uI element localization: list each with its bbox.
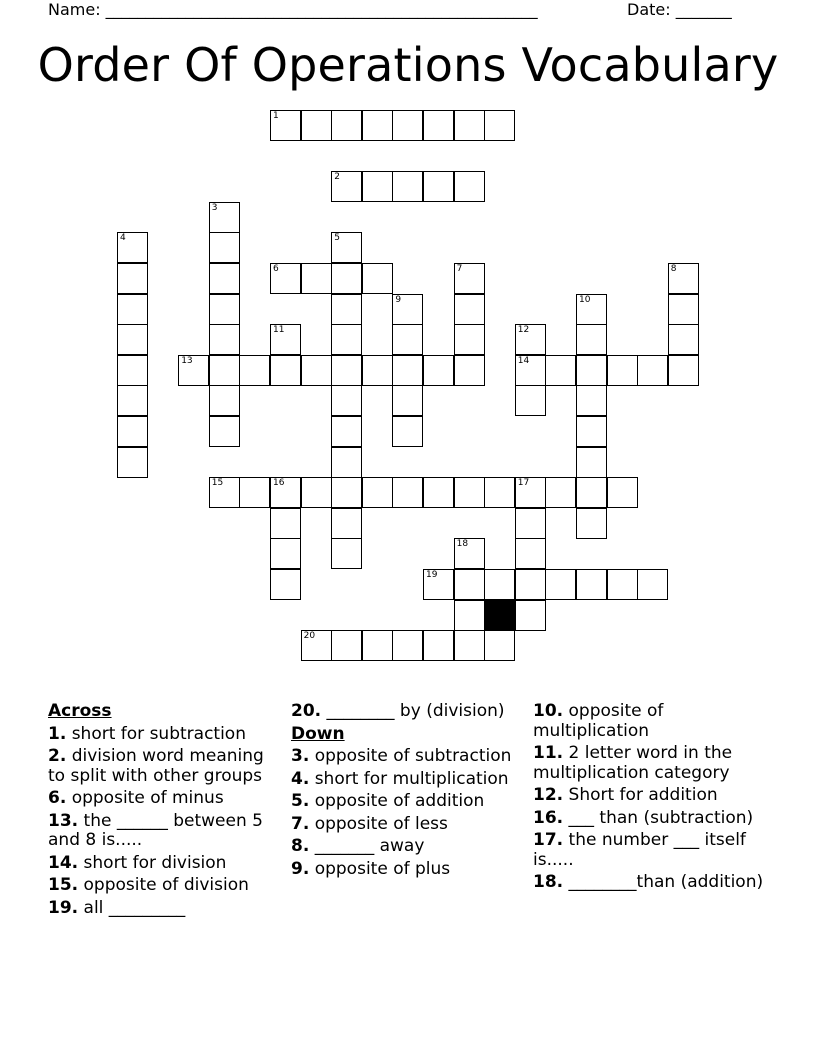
clue-item-text: ________ by (division) bbox=[326, 701, 505, 721]
crossword-cell[interactable] bbox=[301, 477, 332, 508]
clue-item-number: 2. bbox=[48, 746, 67, 766]
crossword-cell[interactable] bbox=[668, 355, 699, 386]
clue-item-number: 13. bbox=[48, 810, 79, 831]
clue-number: 2 bbox=[334, 172, 340, 183]
crossword-cell[interactable] bbox=[515, 477, 546, 508]
crossword-cell[interactable] bbox=[392, 355, 423, 386]
crossword-cell[interactable] bbox=[331, 385, 362, 416]
clue-item bbox=[48, 876, 273, 896]
crossword-cell[interactable] bbox=[576, 508, 607, 539]
crossword-cell[interactable] bbox=[668, 324, 699, 355]
clue-item bbox=[533, 809, 773, 829]
crossword-cell[interactable] bbox=[117, 385, 148, 416]
crossword-cell[interactable] bbox=[454, 355, 485, 386]
crossword-cell[interactable] bbox=[423, 569, 454, 600]
crossword-cell[interactable] bbox=[454, 110, 485, 141]
clue-item bbox=[48, 725, 273, 745]
crossword-cell[interactable] bbox=[331, 232, 362, 263]
clue-item bbox=[291, 837, 516, 857]
crossword-cell[interactable] bbox=[668, 263, 699, 294]
crossword-cell[interactable] bbox=[454, 294, 485, 325]
crossword-cell[interactable] bbox=[331, 538, 362, 569]
crossword-cell[interactable] bbox=[576, 569, 607, 600]
clue-item-number: 4. bbox=[291, 768, 310, 789]
crossword-cell[interactable] bbox=[454, 600, 485, 631]
crossword-cell[interactable] bbox=[270, 508, 301, 539]
clue-item-text: opposite of subtraction bbox=[314, 746, 512, 766]
down-heading: Down bbox=[291, 723, 345, 744]
clue-item-number: 12. bbox=[533, 785, 564, 805]
crossword-cell[interactable] bbox=[331, 355, 362, 386]
crossword-cell[interactable] bbox=[515, 508, 546, 539]
clue-item bbox=[48, 747, 273, 786]
crossword-cell[interactable] bbox=[209, 263, 240, 294]
clue-item-text: ________than (addition) bbox=[568, 872, 764, 892]
crossword-cell[interactable] bbox=[515, 600, 546, 631]
crossword-cell[interactable] bbox=[362, 110, 393, 141]
crossword-cell[interactable] bbox=[392, 630, 423, 661]
crossword-cell[interactable] bbox=[454, 171, 485, 202]
crossword-cell[interactable] bbox=[362, 171, 393, 202]
crossword-cell[interactable] bbox=[209, 477, 240, 508]
crossword-cell[interactable] bbox=[637, 355, 668, 386]
crossword-cell[interactable] bbox=[607, 477, 638, 508]
clue-item-text: the ______ between 5 and 8 is..... bbox=[48, 810, 263, 850]
crossword-cell[interactable] bbox=[362, 477, 393, 508]
clue-item bbox=[291, 770, 516, 790]
clue-item-text: _______ away bbox=[314, 836, 425, 856]
clue-item bbox=[533, 786, 773, 806]
crossword-cell[interactable] bbox=[637, 569, 668, 600]
crossword-cell[interactable] bbox=[545, 569, 576, 600]
crossword-cell[interactable] bbox=[331, 110, 362, 141]
clue-item-number: 5. bbox=[291, 791, 310, 811]
crossword-cell[interactable] bbox=[331, 447, 362, 478]
crossword-cell[interactable] bbox=[117, 294, 148, 325]
clue-item-number: 15. bbox=[48, 875, 79, 895]
crossword-cell[interactable] bbox=[515, 324, 546, 355]
crossword-cell[interactable] bbox=[209, 294, 240, 325]
clue-number: 17 bbox=[517, 478, 530, 489]
crossword-cell[interactable] bbox=[331, 294, 362, 325]
clue-number: 13 bbox=[181, 355, 193, 366]
clue-item-number: 19. bbox=[48, 897, 79, 918]
crossword-cell[interactable] bbox=[392, 110, 423, 141]
crossword-cell[interactable] bbox=[209, 202, 240, 233]
clue-item-number: 6. bbox=[48, 788, 67, 808]
crossword-cell[interactable] bbox=[423, 355, 454, 386]
clue-number: 4 bbox=[120, 233, 126, 244]
crossword-cell[interactable] bbox=[270, 538, 301, 569]
crossword-cell[interactable] bbox=[270, 110, 301, 141]
crossword-cell[interactable] bbox=[331, 324, 362, 355]
clue-item bbox=[291, 747, 516, 767]
clue-number: 10 bbox=[579, 294, 591, 305]
clue-item bbox=[291, 860, 516, 880]
clue-item-number: 11. bbox=[533, 743, 564, 763]
clue-number: 18 bbox=[456, 539, 469, 550]
clue-column-3 bbox=[533, 702, 773, 896]
crossword-cell[interactable] bbox=[270, 324, 301, 355]
crossword-cell[interactable] bbox=[209, 232, 240, 263]
clue-number: 6 bbox=[273, 264, 279, 274]
crossword-cell[interactable] bbox=[117, 447, 148, 478]
crossword-cell[interactable] bbox=[392, 477, 423, 508]
clue-number: 8 bbox=[670, 264, 677, 274]
crossword-cell[interactable] bbox=[576, 294, 607, 325]
clue-item bbox=[533, 831, 773, 870]
crossword-cell[interactable] bbox=[515, 385, 546, 416]
clue-number: 20 bbox=[303, 631, 316, 642]
clue-item-number: 10. bbox=[533, 701, 564, 721]
crossword-cell[interactable] bbox=[454, 538, 485, 569]
crossword-cell[interactable] bbox=[423, 171, 454, 202]
crossword-cell[interactable] bbox=[454, 569, 485, 600]
clue-item bbox=[48, 812, 273, 851]
clue-item bbox=[533, 744, 773, 783]
crossword-cell[interactable] bbox=[423, 630, 454, 661]
clue-item-number: 3. bbox=[291, 746, 310, 766]
clue-item-number: 8. bbox=[291, 836, 310, 856]
clue-item-text: short for division bbox=[83, 852, 227, 873]
crossword-cell[interactable] bbox=[454, 630, 485, 661]
clue-number: 1 bbox=[273, 111, 279, 121]
crossword-cell[interactable] bbox=[117, 324, 148, 355]
clue-number: 19 bbox=[426, 570, 438, 580]
clue-item bbox=[533, 702, 773, 741]
crossword-cell[interactable] bbox=[607, 569, 638, 600]
crossword-cell[interactable] bbox=[545, 477, 576, 508]
crossword-cell[interactable] bbox=[301, 630, 332, 661]
clue-column-2 bbox=[291, 702, 516, 882]
crossword-cell[interactable] bbox=[545, 355, 576, 386]
crossword-cell[interactable] bbox=[607, 355, 638, 386]
clue-number: 15 bbox=[211, 478, 224, 489]
clue-item-text: the number ___ itself is..... bbox=[533, 830, 746, 870]
crossword-cell[interactable] bbox=[576, 355, 607, 386]
clue-item-number: 9. bbox=[291, 858, 310, 879]
clue-number: 16 bbox=[273, 478, 285, 489]
clue-column-1 bbox=[48, 702, 273, 921]
clue-item-text: opposite of division bbox=[83, 875, 249, 895]
clue-item-text: 2 letter word in the multiplication category bbox=[533, 743, 733, 783]
crossword-cell[interactable] bbox=[362, 355, 393, 386]
crossword-cell[interactable] bbox=[484, 569, 515, 600]
crossword-cell[interactable] bbox=[178, 355, 209, 386]
clue-item bbox=[291, 792, 516, 812]
clue-item-text: all _________ bbox=[83, 897, 186, 918]
clue-number: 3 bbox=[211, 202, 218, 213]
clue-item-text: opposite of minus bbox=[71, 788, 224, 808]
crossword-cell[interactable] bbox=[576, 324, 607, 355]
clue-number: 5 bbox=[334, 233, 340, 244]
crossword-cell[interactable] bbox=[515, 538, 546, 569]
crossword-cell[interactable] bbox=[576, 385, 607, 416]
clue-item-text: Short for addition bbox=[568, 785, 718, 805]
crossword-cell[interactable] bbox=[392, 294, 423, 325]
crossword-cell[interactable] bbox=[515, 569, 546, 600]
crossword-cell[interactable] bbox=[454, 477, 485, 508]
clue-item-number: 14. bbox=[48, 852, 79, 873]
crossword-cell[interactable] bbox=[301, 355, 332, 386]
clue-item-number: 17. bbox=[533, 830, 564, 850]
crossword-cell[interactable] bbox=[484, 630, 515, 661]
clue-item-number: 18. bbox=[533, 872, 564, 892]
clue-number: 14 bbox=[517, 355, 530, 366]
clue-item-text: ___ than (subtraction) bbox=[568, 807, 754, 828]
date-line: Date: _______ bbox=[627, 0, 732, 19]
clue-item bbox=[533, 873, 773, 893]
crossword-cell[interactable] bbox=[576, 477, 607, 508]
crossword-cell[interactable] bbox=[423, 110, 454, 141]
crossword-cell[interactable] bbox=[576, 447, 607, 478]
clue-item-text: short for subtraction bbox=[71, 723, 246, 744]
clue-item bbox=[48, 854, 273, 874]
crossword-cell[interactable] bbox=[270, 355, 301, 386]
crossword-cell[interactable] bbox=[362, 263, 393, 294]
crossword-cell[interactable] bbox=[392, 385, 423, 416]
crossword-cell[interactable] bbox=[362, 630, 393, 661]
crossword-cell[interactable] bbox=[270, 263, 301, 294]
crossword-cell[interactable] bbox=[576, 416, 607, 447]
clue-item bbox=[48, 899, 273, 919]
crossword-cell[interactable] bbox=[239, 477, 270, 508]
crossword-cell[interactable] bbox=[117, 232, 148, 263]
crossword-cell[interactable] bbox=[209, 355, 240, 386]
clue-item-text: short for multiplication bbox=[314, 768, 509, 789]
crossword-cell[interactable] bbox=[331, 263, 362, 294]
crossword-cell[interactable] bbox=[484, 477, 515, 508]
crossword-cell[interactable] bbox=[454, 263, 485, 294]
clue-item-number: 7. bbox=[291, 813, 310, 834]
crossword-cell[interactable] bbox=[117, 263, 148, 294]
crossword-cell[interactable] bbox=[423, 477, 454, 508]
crossword-cell[interactable] bbox=[515, 355, 546, 386]
name-line: Name: ______________________________________________________ bbox=[48, 0, 538, 19]
crossword-cell[interactable] bbox=[331, 508, 362, 539]
clue-number: 9 bbox=[395, 294, 402, 305]
clue-item-text: opposite of plus bbox=[314, 858, 451, 879]
crossword-cell[interactable] bbox=[301, 263, 332, 294]
crossword-cell[interactable] bbox=[331, 416, 362, 447]
clue-item-text: division word meaning to split with other groups bbox=[48, 746, 264, 786]
clue-item-text: opposite of addition bbox=[314, 791, 485, 811]
clue-item bbox=[291, 702, 516, 722]
crossword-cell[interactable] bbox=[117, 416, 148, 447]
crossword-cell[interactable] bbox=[239, 355, 270, 386]
clue-item-number: 20. bbox=[291, 701, 322, 721]
crossword-cell[interactable] bbox=[484, 110, 515, 141]
clue-number: 7 bbox=[456, 264, 463, 274]
crossword-cell[interactable] bbox=[117, 355, 148, 386]
clue-item-text: opposite of less bbox=[314, 813, 448, 834]
crossword-cell[interactable] bbox=[331, 477, 362, 508]
crossword-cell[interactable] bbox=[331, 630, 362, 661]
crossword-cell[interactable] bbox=[392, 171, 423, 202]
clue-item bbox=[48, 789, 273, 809]
crossword-cell[interactable] bbox=[270, 569, 301, 600]
clue-item bbox=[291, 815, 516, 835]
crossword-cell[interactable] bbox=[301, 110, 332, 141]
across-heading: Across bbox=[48, 701, 112, 721]
crossword-cell[interactable] bbox=[668, 294, 699, 325]
blocked-cell bbox=[484, 600, 515, 631]
clue-number: 11 bbox=[273, 325, 285, 336]
clue-item-number: 16. bbox=[533, 807, 564, 828]
crossword-cell[interactable] bbox=[209, 385, 240, 416]
crossword-cell[interactable] bbox=[209, 416, 240, 447]
crossword-cell[interactable] bbox=[392, 416, 423, 447]
clue-item-text: opposite of multiplication bbox=[533, 701, 664, 741]
crossword-cell[interactable] bbox=[392, 324, 423, 355]
crossword-cell[interactable] bbox=[331, 171, 362, 202]
crossword-cell[interactable] bbox=[270, 477, 301, 508]
clue-number: 12 bbox=[517, 325, 530, 336]
crossword-cell[interactable] bbox=[454, 324, 485, 355]
clue-item-number: 1. bbox=[48, 723, 67, 744]
page-title: Order Of Operations Vocabulary bbox=[37, 38, 779, 92]
crossword-cell[interactable] bbox=[209, 324, 240, 355]
